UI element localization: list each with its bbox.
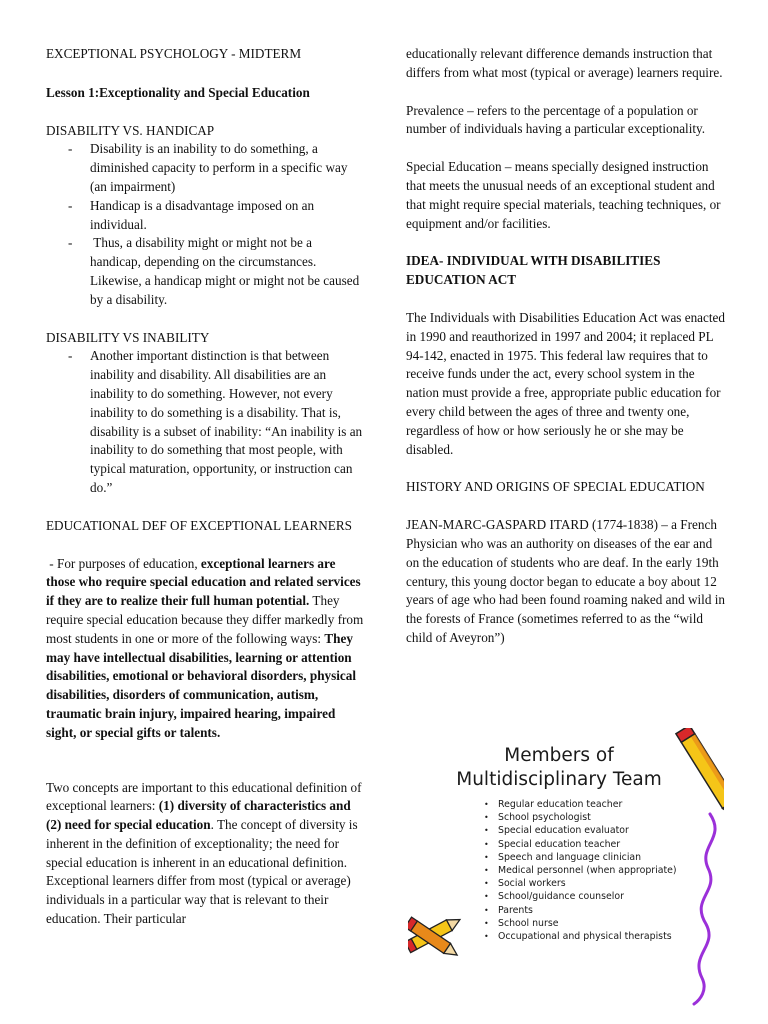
list-item: - Another important distinction is that between inability and disability. All disabilities are an inability to do something. However, not every inability to do something is a disability. That is, disability is a subset of inability: “An inability is an inability to do something that most people, with typical maturation, opportunity, or instruction can do.” xyxy=(68,348,363,495)
right-column xyxy=(406,45,726,648)
continued-paragraph: educationally relevant difference demands instruction that differs from what most (typical or average) learners require. xyxy=(406,46,723,80)
lesson-title: Lesson 1:Exceptionality and Special Education xyxy=(46,84,310,100)
team-members-list xyxy=(484,798,677,943)
team-title: Members of Multidisciplinary Team xyxy=(456,745,662,790)
educational-def-paragraph: - For purposes of education, exceptional learners are those who require special education and related services if they are to realize their full human potential. They require special education because they differ markedly from most students in one or more of the following ways: They may have intellectual disabilities, learning or attention disabilities, emotional or behavioral disorders, physical disabilities, disorders of communication, autism, traumatic brain injury, impaired hearing, impaired sight, or special gifts or talents. xyxy=(46,555,364,740)
multidisciplinary-team-graphic xyxy=(408,728,724,1018)
heading-idea: IDEA- INDIVIDUAL WITH DISABILITIES EDUCATION ACT xyxy=(406,253,661,288)
itard-paragraph: JEAN-MARC-GASPARD ITARD (1774-1838) – a French Physician who was an authority on diseases of the ear and on the education of students who are deaf. In the early 19th century, this young doctor began to educate a boy about 12 years of age who had been found roaming naked and wild in the forests of France (sometimes referred to as the “wild child of Aveyron”) xyxy=(406,517,725,645)
prevalence-paragraph: Prevalence – refers to the percentage of a population or number of individuals having a particular exceptionality. xyxy=(406,102,706,137)
list-item: • School psychologist xyxy=(484,811,677,824)
list-item: - Disability is an inability to do something, a diminished capacity to perform in a specific way (an impairment) xyxy=(68,141,348,194)
list-item: • Speech and language clinician xyxy=(484,851,677,864)
idea-paragraph: The Individuals with Disabilities Education Act was enacted in 1990 and reauthorized in 1997 and 2004; it replaced PL 94-142, enacted in 1975. This federal law requires that to receive funds under the act, every school system in the nation must provide a free, appropriate public education for every child between the ages of three and twenty one, regardless of how or how seriously he or she may be disabled. xyxy=(406,309,725,457)
list-item: - Thus, a disability might or might not be a handicap, depending on the circumstances. Likewise, a handicap might or might not be caused by a disability. xyxy=(68,235,363,307)
squiggle-line xyxy=(694,814,715,1004)
list-item: • Regular education teacher xyxy=(484,798,677,811)
heading-history: HISTORY AND ORIGINS OF SPECIAL EDUCATION xyxy=(406,479,705,495)
heading-disability-vs-inability: DISABILITY VS INABILITY xyxy=(46,329,210,345)
pencil-icon xyxy=(676,728,724,824)
crossed-pencils-icon xyxy=(408,914,463,960)
list-item: • Parents xyxy=(484,904,677,917)
list-item: • Occupational and physical therapists xyxy=(484,930,677,943)
list-item: • School nurse xyxy=(484,917,677,930)
list-item: - Handicap is a disadvantage imposed on an individual. xyxy=(68,197,315,232)
heading-disability-vs-handicap: DISABILITY VS. HANDICAP xyxy=(46,122,215,138)
list-item: • Social workers xyxy=(484,877,677,890)
list-item: • Special education evaluator xyxy=(484,824,677,837)
list-item: • Medical personnel (when appropriate) xyxy=(484,864,677,877)
left-column xyxy=(46,45,364,929)
list-item: • School/guidance counselor xyxy=(484,890,677,903)
special-education-paragraph: Special Education – means specially designed instruction that meets the unusual needs of an exceptional student and that might require special materials, teaching techniques, or equipment and/or facilities. xyxy=(406,159,721,231)
heading-educational-def: EDUCATIONAL DEF OF EXCEPTIONAL LEARNERS xyxy=(46,517,352,533)
disability-handicap-list xyxy=(46,140,364,309)
two-concepts-paragraph: Two concepts are important to this educational definition of exceptional learners: (1) diversity of characteristics and (2) need for special education. The concept of diversity is inherent in the definition of exceptionality; the need for special education is inherent in an educational definition. Exceptional learners differ from most (typical or average) individuals in a particular way that is relevant to their education. Their particular xyxy=(46,779,362,927)
list-item: • Special education teacher xyxy=(484,838,677,851)
disability-inability-list xyxy=(46,347,364,497)
document-title: EXCEPTIONAL PSYCHOLOGY - MIDTERM xyxy=(46,46,302,61)
